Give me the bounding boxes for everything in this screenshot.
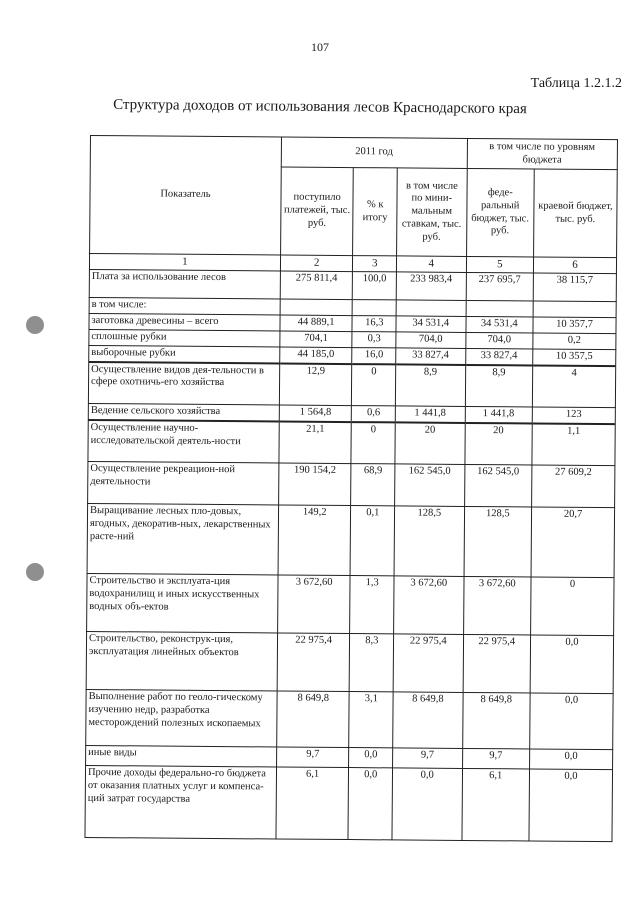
row-federal: 8,9 <box>465 365 533 408</box>
row-percent: 8,3 <box>350 634 394 692</box>
header-year-group: 2011 год <box>281 137 467 168</box>
row-received <box>280 299 353 315</box>
row-regional: 38 115,7 <box>533 273 616 302</box>
row-regional: 10 357,7 <box>533 317 616 333</box>
row-name: в том числе: <box>89 298 280 315</box>
row-regional: 27 609,2 <box>532 465 615 508</box>
row-percent: 0 <box>351 422 395 464</box>
row-received: 12,9 <box>279 363 352 406</box>
row-name: иные виды <box>86 746 277 767</box>
row-percent: 16,0 <box>352 347 396 364</box>
row-regional: 0 <box>531 577 614 636</box>
row-percent: 1,3 <box>350 576 394 634</box>
row-federal: 162 545,0 <box>464 465 532 508</box>
row-min-rates: 33 827,4 <box>396 348 466 365</box>
row-name: Прочие доходы федерально-го бюджета от оказания платных услуг и компенса-ций затрат государства <box>85 766 276 839</box>
row-regional: 0,0 <box>530 635 613 694</box>
table-row <box>88 362 615 408</box>
row-federal: 3 672,60 <box>463 577 531 636</box>
row-regional: 4 <box>532 365 615 408</box>
row-received: 8 649,8 <box>277 691 350 748</box>
row-percent: 68,9 <box>351 464 395 506</box>
column-number: 4 <box>396 256 466 273</box>
row-min-rates: 22 975,4 <box>393 634 463 693</box>
row-percent: 100,0 <box>353 272 397 300</box>
row-regional: 123 <box>532 407 615 424</box>
row-federal: 128,5 <box>464 507 532 578</box>
row-percent: 16,3 <box>352 316 396 332</box>
row-min-rates: 0,0 <box>392 768 462 841</box>
header-budget-group: в том числе по уровням бюджета <box>467 138 618 169</box>
header-regional: краевой бюджет, тыс. руб. <box>534 169 618 258</box>
header-indicator: Показатель <box>90 136 282 255</box>
row-min-rates: 1 441,8 <box>395 406 465 423</box>
table-row <box>86 690 613 750</box>
row-min-rates: 9,7 <box>393 748 463 769</box>
table-row <box>87 504 615 578</box>
table-label: Таблица 1.2.1.2 <box>530 76 622 91</box>
row-percent: 0,0 <box>349 748 393 768</box>
row-received: 149,2 <box>278 505 351 576</box>
row-name: Ведение сельского хозяйства <box>88 404 279 422</box>
row-federal: 33 827,4 <box>465 348 533 365</box>
header-percent: % к итогу <box>353 168 397 256</box>
page-number: 107 <box>311 40 329 54</box>
column-number: 3 <box>353 256 397 273</box>
header-federal: феде-ральный бюджет, тыс. руб. <box>466 168 534 257</box>
row-regional <box>533 301 616 317</box>
row-federal: 237 695,7 <box>466 273 534 302</box>
row-min-rates: 233 983,4 <box>396 272 466 301</box>
table-row <box>88 462 615 508</box>
row-name: Строительство, реконструк-ция, эксплуатация линейных объектов <box>86 632 277 691</box>
row-federal: 6,1 <box>462 769 530 842</box>
row-received: 44 889,1 <box>280 315 353 331</box>
row-name: Выполнение работ по геоло-гическому изучению недр, разработка месторождений полезных ископаемых <box>86 690 277 747</box>
row-received: 704,1 <box>280 331 353 347</box>
table-container <box>84 135 620 843</box>
row-percent: 0,3 <box>352 332 396 348</box>
row-percent: 0,0 <box>348 768 392 840</box>
row-received: 275 811,4 <box>280 271 353 300</box>
row-percent: 3,1 <box>349 692 393 748</box>
row-received: 190 154,2 <box>278 463 351 506</box>
punch-hole-bottom <box>26 563 44 581</box>
table-body <box>85 270 616 842</box>
row-federal: 8 649,8 <box>462 693 530 750</box>
row-min-rates: 162 545,0 <box>395 464 465 507</box>
header-received: поступило платежей, тыс. руб. <box>280 167 353 256</box>
header-min-rates: в том числе по мини-мальным ставкам, тыс. руб. <box>397 168 467 257</box>
row-regional: 0,0 <box>529 769 613 842</box>
row-name: выборочные рубки <box>89 345 280 363</box>
row-received: 44 185,0 <box>280 347 353 364</box>
column-number: 2 <box>280 255 353 272</box>
table-row <box>88 420 615 466</box>
row-min-rates: 8,9 <box>395 364 465 407</box>
column-number: 5 <box>466 256 534 273</box>
row-federal: 9,7 <box>462 749 530 770</box>
row-name: Строительство и эксплуата-ция водохранилищ и иных искусственных водных объ-ектов <box>87 574 278 633</box>
revenue-table <box>84 135 618 843</box>
column-number: 1 <box>89 254 280 272</box>
row-federal: 34 531,4 <box>466 317 534 333</box>
row-name: Осуществление научно-исследовательской деятель-ности <box>88 420 279 463</box>
row-name: заготовка древесины – всего <box>89 314 280 331</box>
row-regional: 0,0 <box>530 749 613 770</box>
row-received: 6,1 <box>276 767 349 840</box>
row-received: 3 672,60 <box>277 575 350 634</box>
column-number: 6 <box>533 257 616 274</box>
row-name: Осуществление видов дея-тельности в сфере охотничь-его хозяйства <box>88 362 279 405</box>
row-regional: 1,1 <box>532 423 615 466</box>
row-received: 9,7 <box>276 747 349 768</box>
row-received: 1 564,8 <box>279 405 352 422</box>
row-federal: 1 441,8 <box>465 407 533 424</box>
row-min-rates <box>396 300 466 316</box>
row-name: Осуществление рекреацион-ной деятельности <box>88 462 279 505</box>
row-min-rates: 3 672,60 <box>394 576 464 635</box>
table-row <box>85 766 613 842</box>
row-percent: 0,6 <box>352 406 396 423</box>
row-percent: 0 <box>352 364 396 406</box>
row-name: Плата за использование лесов <box>89 270 280 299</box>
row-min-rates: 128,5 <box>394 506 464 577</box>
row-regional: 0,0 <box>530 693 613 750</box>
punch-hole-top <box>26 316 44 334</box>
row-received: 21,1 <box>279 421 352 464</box>
row-min-rates: 20 <box>395 422 465 465</box>
row-regional: 20,7 <box>531 507 615 578</box>
table-title: Структура доходов от использования лесов Краснодарского края <box>113 96 527 118</box>
row-received: 22 975,4 <box>277 633 350 692</box>
table-row <box>89 270 616 302</box>
row-name: сплошные рубки <box>89 329 280 346</box>
row-min-rates: 704,0 <box>396 332 466 348</box>
row-federal: 22 975,4 <box>463 635 531 694</box>
table-row <box>87 574 614 636</box>
row-min-rates: 34 531,4 <box>396 316 466 332</box>
row-federal: 704,0 <box>465 332 533 348</box>
row-regional: 10 357,5 <box>533 349 616 366</box>
row-percent: 0,1 <box>351 506 395 576</box>
row-federal: 20 <box>464 423 532 466</box>
row-regional: 0,2 <box>533 333 616 349</box>
table-row <box>86 632 613 694</box>
row-min-rates: 8 649,8 <box>393 692 463 749</box>
row-percent <box>353 300 397 316</box>
row-name: Выращивание лесных пло-довых, ягодных, декоратив-ных, лекарственных расте-ний <box>87 504 278 575</box>
row-federal <box>466 301 534 317</box>
